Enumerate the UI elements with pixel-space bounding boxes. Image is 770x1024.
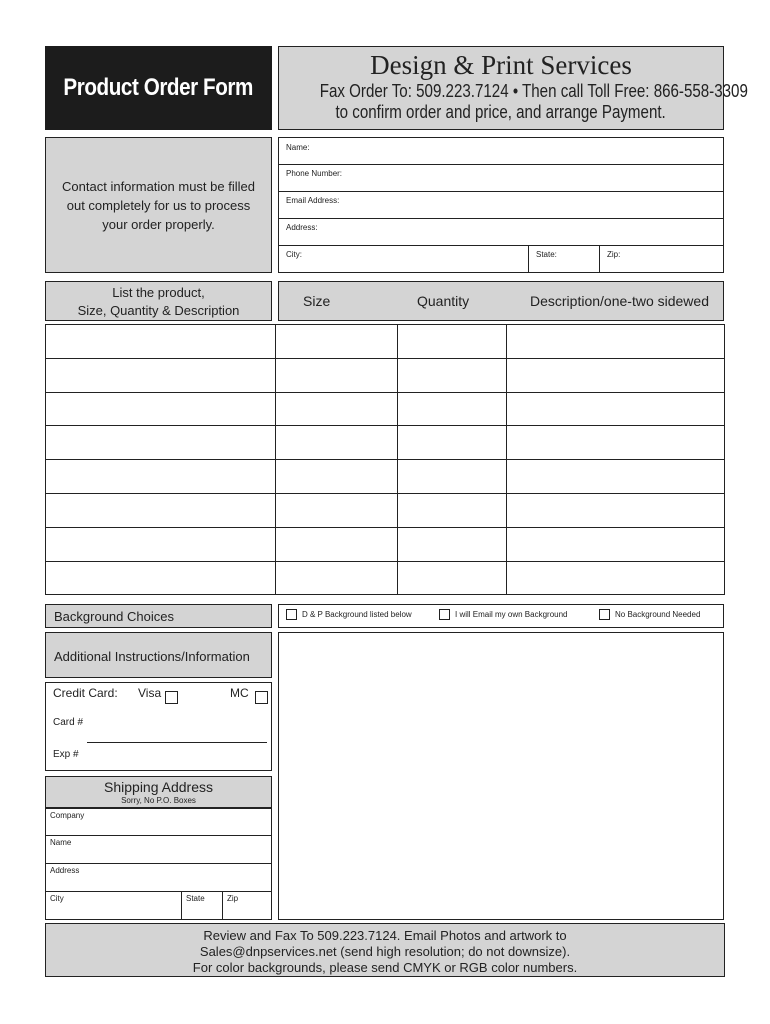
expiry-label: Exp # [53, 749, 79, 760]
address-label: Address: [286, 223, 318, 232]
name-label: Name: [286, 143, 310, 152]
quantity-cell[interactable] [398, 426, 507, 460]
quantity-cell[interactable] [398, 325, 507, 359]
shipping-city-label: City [50, 894, 64, 903]
zip-field[interactable] [599, 245, 724, 272]
address-field[interactable] [278, 218, 724, 246]
checkbox-icon[interactable] [286, 609, 297, 620]
state-label: State: [536, 250, 557, 259]
description-cell[interactable] [507, 426, 725, 460]
description-cell[interactable] [507, 460, 725, 494]
card-number-line[interactable] [87, 742, 267, 743]
description-cell[interactable] [507, 561, 725, 595]
shipping-title: Shipping Address [104, 779, 213, 795]
shipping-name-label: Name [50, 838, 72, 847]
shipping-state-field[interactable] [181, 892, 221, 919]
visa-checkbox[interactable] [165, 691, 178, 704]
option-label: I will Email my own Background [455, 610, 568, 619]
product-table [45, 324, 725, 595]
credit-card-section [45, 682, 272, 771]
table-row [46, 527, 725, 561]
size-cell[interactable] [275, 325, 398, 359]
shipping-subtitle: Sorry, No P.O. Boxes [121, 796, 196, 805]
quantity-column-header: Quantity [417, 293, 470, 309]
description-cell[interactable] [507, 493, 725, 527]
background-options [278, 604, 724, 628]
background-option-none[interactable] [599, 609, 700, 620]
table-row [46, 460, 725, 494]
product-cell[interactable] [46, 561, 276, 595]
table-row [46, 426, 725, 460]
shipping-name-field[interactable] [45, 836, 272, 864]
quantity-cell[interactable] [398, 358, 507, 392]
shipping-address-label: Address [50, 866, 80, 875]
list-label-line2: Size, Quantity & Description [77, 303, 240, 318]
phone-field[interactable] [278, 164, 724, 192]
quantity-cell[interactable] [398, 493, 507, 527]
additional-instructions-label: Additional Instructions/Information [45, 632, 272, 678]
card-number-label: Card # [53, 717, 84, 728]
shipping-city-row [45, 892, 272, 920]
form-title: Product Order Form [45, 46, 272, 130]
zip-label: Zip: [607, 250, 621, 259]
description-cell[interactable] [507, 527, 725, 561]
quantity-cell[interactable] [398, 460, 507, 494]
size-column-header: Size [303, 293, 331, 309]
additional-instructions-field[interactable] [278, 632, 724, 920]
quantity-cell[interactable] [398, 392, 507, 426]
city-label: City: [286, 250, 302, 259]
confirm-line: to confirm order and price, and arrange Payment. [335, 102, 667, 122]
product-cell[interactable] [46, 527, 276, 561]
mc-label: MC [230, 686, 249, 700]
shipping-zip-label: Zip [227, 894, 239, 903]
checkbox-icon[interactable] [599, 609, 610, 620]
credit-card-label: Credit Card: [53, 686, 118, 700]
product-list-label [45, 281, 272, 321]
shipping-state-label: State [186, 894, 205, 903]
background-option-dp[interactable] [286, 609, 412, 620]
size-cell[interactable] [275, 561, 398, 595]
product-cell[interactable] [46, 426, 276, 460]
phone-label: Phone Number: [286, 169, 343, 178]
shipping-company-field[interactable] [45, 808, 272, 836]
checkbox-icon[interactable] [439, 609, 450, 620]
product-column-header [278, 281, 724, 321]
option-label: D & P Background listed below [302, 610, 412, 619]
description-cell[interactable] [507, 325, 725, 359]
shipping-zip-field[interactable] [222, 892, 272, 919]
quantity-cell[interactable] [398, 527, 507, 561]
background-option-email[interactable] [439, 609, 567, 620]
table-row [46, 392, 725, 426]
product-cell[interactable] [46, 493, 276, 527]
table-row [46, 358, 725, 392]
fax-line: Fax Order To: 509.223.7124 • Then call Toll Free: 866-558-3309 [319, 81, 748, 101]
shipping-header [45, 776, 272, 808]
mc-checkbox[interactable] [255, 691, 268, 704]
email-label: Email Address: [286, 196, 340, 205]
quantity-cell[interactable] [398, 561, 507, 595]
table-row [46, 325, 725, 359]
shipping-address-field[interactable] [45, 864, 272, 892]
footer-instructions [45, 923, 725, 977]
product-cell[interactable] [46, 325, 276, 359]
description-cell[interactable] [507, 392, 725, 426]
footer-line3: For color backgrounds, please send CMYK or RGB color numbers. [192, 960, 578, 975]
visa-label: Visa [138, 686, 162, 700]
footer-line2: Sales@dnpservices.net (send high resolution; do not downsize). [199, 944, 571, 959]
list-label-line1: List the product, [112, 285, 205, 300]
size-cell[interactable] [275, 460, 398, 494]
footer-line1: Review and Fax To 509.223.7124. Email Photos and artwork to [203, 928, 567, 943]
email-field[interactable] [278, 191, 724, 219]
background-choices-label: Background Choices [45, 604, 272, 628]
name-field[interactable] [278, 137, 724, 165]
company-name: Design & Print Services [370, 50, 632, 80]
header-banner [278, 46, 748, 130]
size-cell[interactable] [275, 493, 398, 527]
size-cell[interactable] [275, 358, 398, 392]
product-cell[interactable] [46, 460, 276, 494]
city-state-zip-row [278, 245, 724, 273]
product-cell[interactable] [46, 358, 276, 392]
contact-note: Contact information must be filled out completely for us to process your order properly. [45, 137, 272, 273]
size-cell[interactable] [275, 426, 398, 460]
size-cell[interactable] [275, 392, 398, 426]
option-label: No Background Needed [615, 610, 701, 619]
table-row [46, 561, 725, 595]
company-label: Company [50, 811, 85, 820]
table-row [46, 493, 725, 527]
description-cell[interactable] [507, 358, 725, 392]
description-column-header: Description/one-two sidewed [530, 293, 709, 309]
product-cell[interactable] [46, 392, 276, 426]
state-field[interactable] [528, 245, 598, 272]
size-cell[interactable] [275, 527, 398, 561]
